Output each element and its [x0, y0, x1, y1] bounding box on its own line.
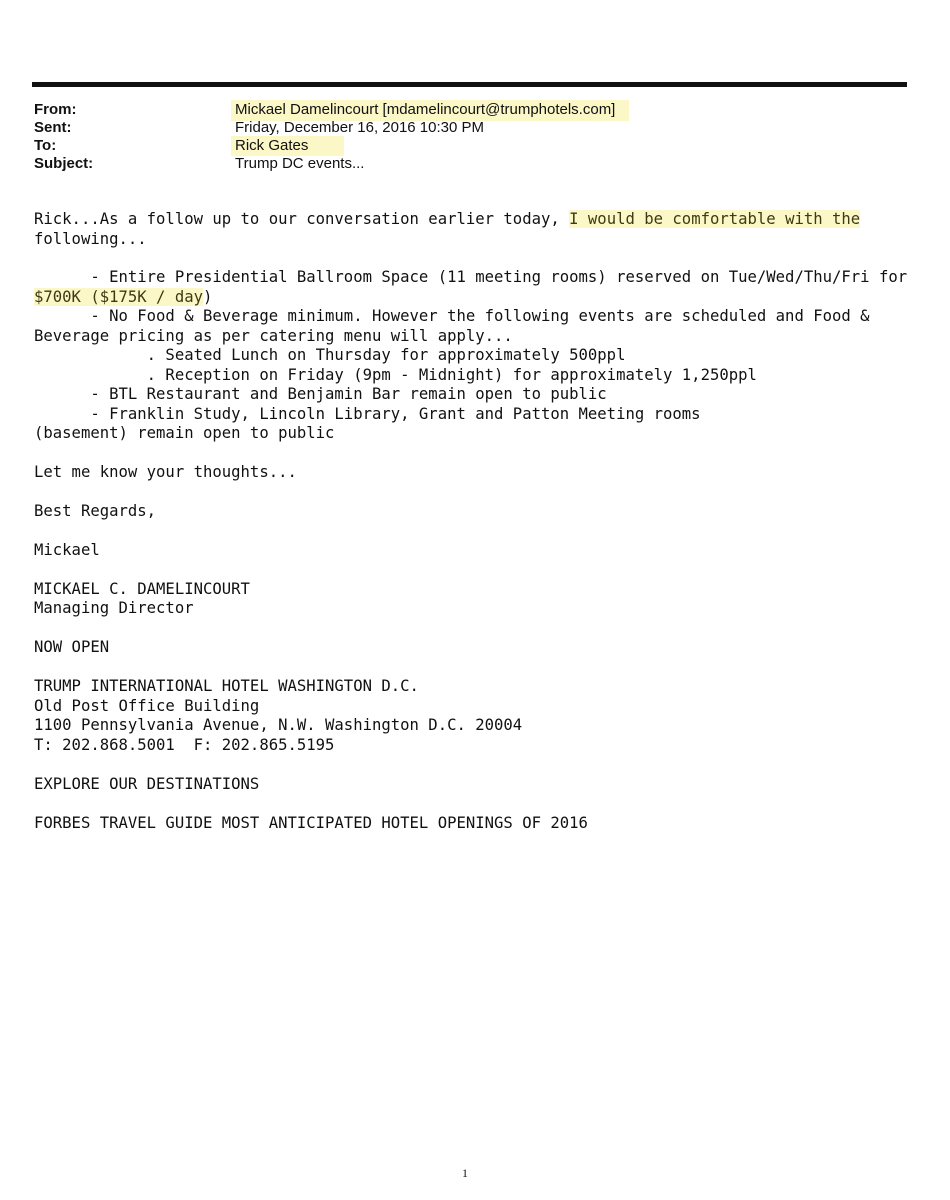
to-label: To:: [34, 137, 57, 154]
item-meeting-rooms: - Franklin Study, Lincoln Library, Grant and Patton Meeting rooms: [34, 405, 701, 423]
item-food-beverage: - No Food & Beverage minimum. However the following events are scheduled and Food &: [34, 307, 870, 325]
explore-destinations: EXPLORE OUR DESTINATIONS: [34, 775, 260, 793]
intro-line-1: [34, 210, 860, 230]
intro-text: Rick...As a follow up to our conversation earlier today,: [34, 210, 570, 228]
price-close-paren: ): [203, 288, 213, 306]
from-value: [235, 101, 629, 119]
top-rule: [32, 82, 907, 87]
subject-label: Subject:: [34, 155, 94, 172]
to-value: [235, 137, 344, 155]
hotel-phone-fax: T: 202.868.5001 F: 202.865.5195: [34, 736, 335, 754]
sub-item-lunch: . Seated Lunch on Thursday for approximately 500ppl: [34, 346, 626, 364]
first-name: Mickael: [34, 541, 100, 559]
item-restaurant: - BTL Restaurant and Benjamin Bar remain open to public: [34, 385, 607, 403]
sent-label: Sent:: [34, 119, 72, 136]
forbes-line: FORBES TRAVEL GUIDE MOST ANTICIPATED HOTEL OPENINGS OF 2016: [34, 814, 588, 832]
sub-item-reception: . Reception on Friday (9pm - Midnight) for approximately 1,250ppl: [34, 366, 757, 384]
intro-highlight: I would be comfortable with the: [569, 210, 861, 228]
now-open: NOW OPEN: [34, 638, 110, 656]
closing-question: Let me know your thoughts...: [34, 463, 297, 481]
intro-line-2: following...: [34, 230, 147, 248]
sent-value: Friday, December 16, 2016 10:30 PM: [235, 119, 485, 136]
regards: Best Regards,: [34, 502, 157, 520]
item-meeting-rooms-cont: (basement) remain open to public: [34, 424, 335, 442]
hotel-name: TRUMP INTERNATIONAL HOTEL WASHINGTON D.C.: [34, 677, 419, 695]
signature-name: MICKAEL C. DAMELINCOURT: [34, 580, 250, 598]
subject-value: Trump DC events...: [235, 155, 365, 172]
item-ballroom-price: [34, 288, 212, 308]
from-value-text: Mickael Damelincourt [mdamelincourt@trumphotels.com]: [231, 100, 629, 121]
item-food-beverage-cont: Beverage pricing as per catering menu will apply...: [34, 327, 513, 345]
signature-title: Managing Director: [34, 599, 194, 617]
hotel-building: Old Post Office Building: [34, 697, 260, 715]
to-value-text: Rick Gates: [231, 136, 344, 156]
from-label: From:: [34, 101, 77, 118]
page-number: 1: [462, 1166, 468, 1180]
hotel-address: 1100 Pennsylvania Avenue, N.W. Washington D.C. 20004: [34, 716, 523, 734]
item-ballroom: - Entire Presidential Ballroom Space (11 meeting rooms) reserved on Tue/Wed/Thu/Fri for: [34, 268, 908, 286]
price-highlight: $700K ($175K / day: [34, 288, 203, 306]
